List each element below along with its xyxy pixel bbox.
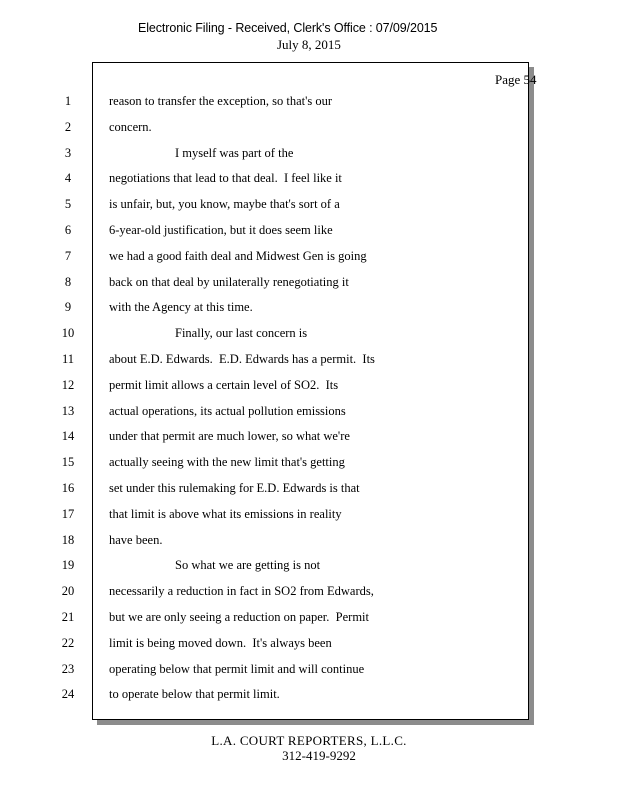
line-number: 14 (61, 429, 75, 444)
line-text: 6-year-old justification, but it does seem like (109, 223, 333, 237)
line-number: 12 (61, 377, 75, 392)
transcript-line (0, 404, 618, 430)
line-number: 18 (61, 532, 75, 547)
line-text: I myself was part of the (175, 145, 294, 160)
transcript-line (0, 558, 618, 584)
line-number: 13 (61, 403, 75, 418)
line-text: necessarily a reduction in fact in SO2 from Edwards, (109, 584, 374, 599)
line-text: So what we are getting is not (175, 558, 321, 573)
transcript-line (0, 610, 618, 636)
transcript-line (0, 378, 618, 404)
transcript-line (0, 223, 618, 249)
transcript-line (0, 94, 618, 120)
transcript-line (0, 120, 618, 146)
transcript-line (0, 662, 618, 688)
line-number: 22 (61, 635, 75, 650)
line-text: with the Agency at this time. (109, 300, 253, 315)
reporter-company: L.A. COURT REPORTERS, L.L.C. (211, 733, 407, 748)
line-number: 24 (61, 687, 75, 702)
transcript-line (0, 326, 618, 352)
line-number: 17 (61, 506, 75, 521)
transcript-line (0, 352, 618, 378)
line-number: 2 (64, 119, 72, 134)
line-number: 10 (61, 326, 75, 341)
line-number: 5 (64, 197, 72, 212)
line-number: 6 (64, 223, 72, 237)
transcript-line (0, 300, 618, 326)
transcript-line (0, 455, 618, 481)
line-text: operating below that permit limit and will continue (109, 661, 365, 676)
transcript-line (0, 197, 618, 223)
line-number: 3 (64, 145, 72, 160)
line-number: 16 (61, 481, 75, 495)
line-text: set under this rulemaking for E.D. Edwards is that (109, 481, 360, 495)
transcript-line (0, 687, 618, 713)
line-number: 19 (61, 558, 75, 573)
line-text: permit limit allows a certain level of SO2. Its (109, 377, 339, 392)
reporter-phone: 312-419-9292 (282, 748, 356, 763)
line-number: 8 (64, 274, 72, 289)
transcript-line (0, 146, 618, 172)
line-text: is unfair, but, you know, maybe that's sort of a (109, 197, 340, 212)
page-number: Page 54 (495, 72, 537, 87)
line-number: 9 (64, 300, 72, 315)
line-number: 20 (61, 584, 75, 599)
line-text: actually seeing with the new limit that's getting (109, 455, 345, 470)
line-text: about E.D. Edwards. E.D. Edwards has a permit. Its (109, 352, 375, 366)
line-number: 4 (64, 171, 72, 186)
line-number: 1 (64, 94, 72, 108)
line-text: we had a good faith deal and Midwest Gen is going (109, 248, 367, 263)
transcript-line (0, 481, 618, 507)
line-text: have been. (109, 532, 163, 547)
line-text: reason to transfer the exception, so that's our (109, 94, 333, 108)
line-text: to operate below that permit limit. (109, 687, 280, 702)
transcript-line (0, 171, 618, 197)
line-text: back on that deal by unilaterally renegotiating it (109, 274, 349, 289)
line-number: 21 (61, 610, 75, 624)
transcript-line (0, 429, 618, 455)
transcript-line (0, 249, 618, 275)
line-number: 23 (61, 661, 75, 676)
line-text: concern. (109, 119, 152, 134)
line-number: 15 (61, 455, 75, 470)
filing-stamp: Electronic Filing - Received, Clerk's Office : 07/09/2015 (138, 21, 438, 35)
frame-shadow-bottom (97, 720, 534, 725)
line-text: negotiations that lead to that deal. I feel like it (109, 171, 342, 186)
line-number: 11 (61, 352, 75, 366)
line-text: Finally, our last concern is (175, 326, 308, 341)
transcript-date: July 8, 2015 (277, 37, 341, 52)
line-text: limit is being moved down. It's always been (109, 635, 332, 650)
transcript-line (0, 533, 618, 559)
transcript-line (0, 636, 618, 662)
line-text: actual operations, its actual pollution emissions (109, 403, 346, 418)
line-text: that limit is above what its emissions in reality (109, 506, 342, 521)
transcript-line (0, 584, 618, 610)
line-number: 7 (64, 248, 72, 263)
transcript-line (0, 507, 618, 533)
line-text: but we are only seeing a reduction on paper. Permit (109, 610, 369, 624)
line-text: under that permit are much lower, so what we're (109, 429, 350, 444)
transcript-line (0, 275, 618, 301)
